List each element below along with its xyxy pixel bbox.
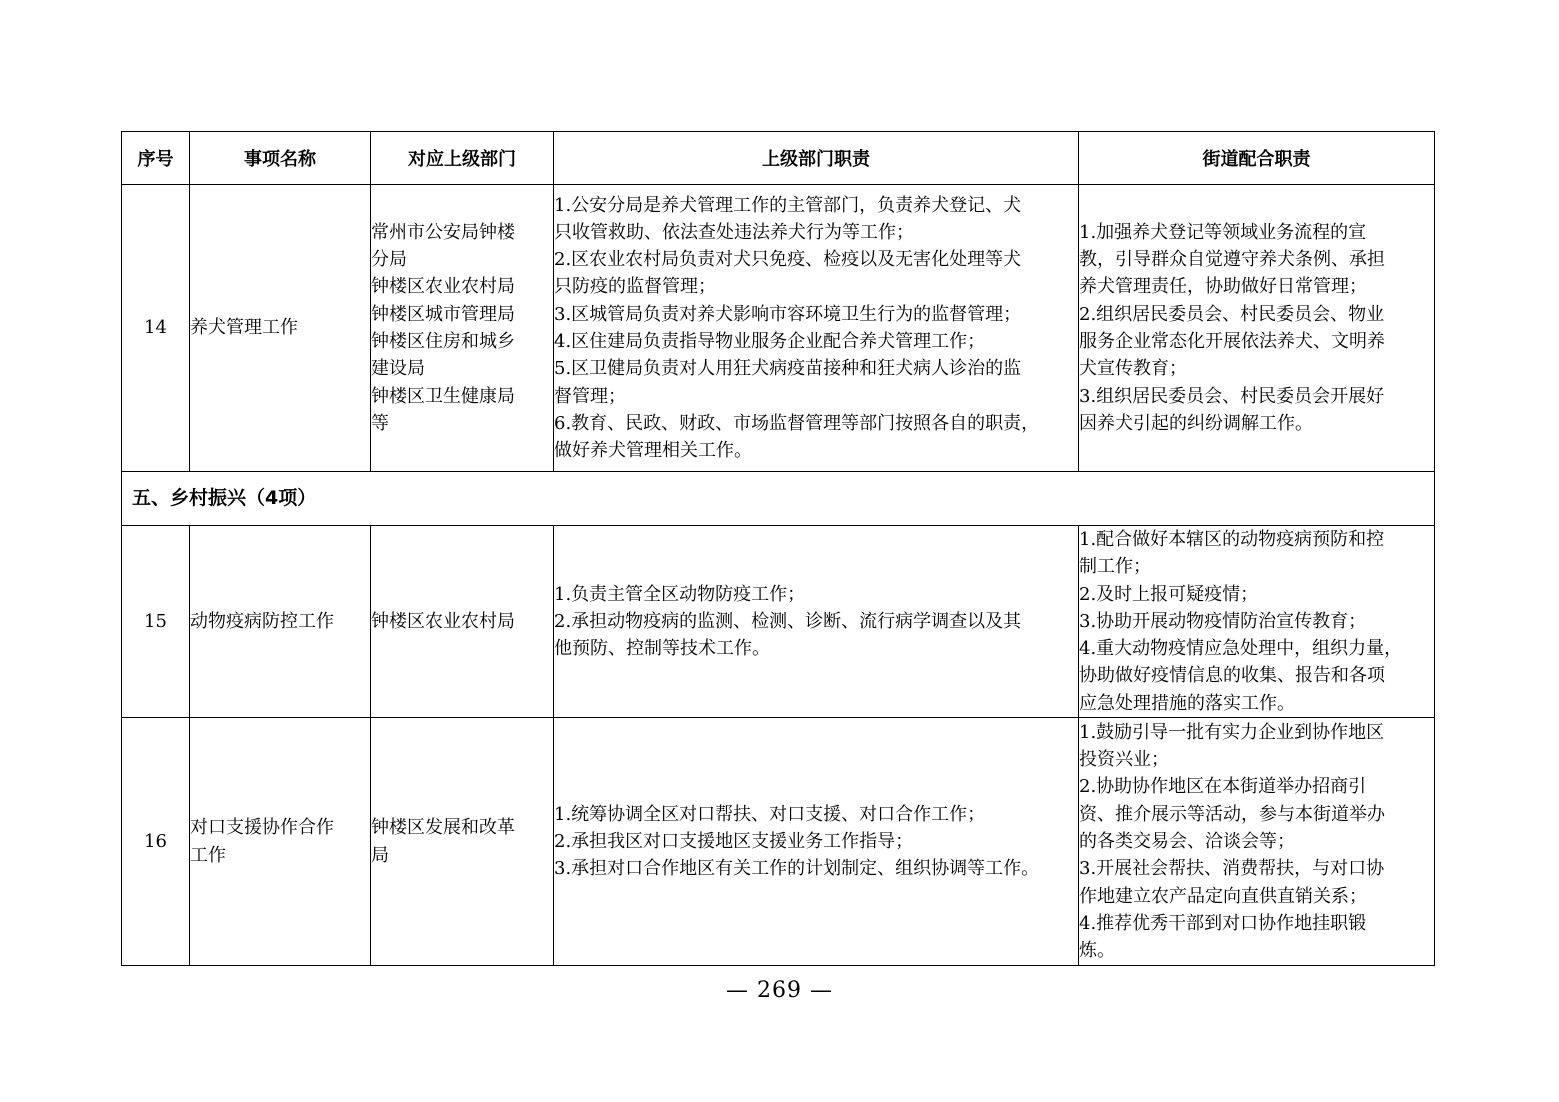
duty-line: 2.区农业农村局负责对犬只免疫、检疫以及无害化处理等犬: [554, 249, 1022, 271]
dept-line: 等: [371, 412, 389, 434]
street-line: 1.配合做好本辖区的动物疫病预防和控: [1079, 529, 1385, 550]
duty-line: 5.区卫健局负责对人用狂犬病疫苗接种和狂犬病人诊治的监: [554, 358, 1022, 380]
street-duties: [1079, 185, 1435, 472]
street-duties: [1079, 718, 1435, 966]
street-line: 应急处理措施的落实工作。: [1079, 692, 1295, 714]
duty-line: 3.承担对口合作地区有关工作的计划制定、组织协调等工作。: [554, 858, 1040, 880]
dept-line: 建设局: [371, 358, 425, 380]
header-upper-duties: 上级部门职责: [554, 132, 1079, 185]
street-line: 作地建立农产品定向直供直销关系；: [1079, 885, 1367, 907]
street-line: 服务企业常态化开展依法养犬、文明养: [1079, 331, 1385, 352]
item-name: [190, 718, 371, 966]
duty-line: 只收管救助、依法查处违法养犬行为等工作；: [554, 221, 914, 243]
page-number: — 269 —: [726, 978, 833, 1003]
duty-line: 他预防、控制等技术工作。: [554, 638, 770, 660]
duty-line: 1.负责主管全区动物防疫工作；: [554, 583, 806, 605]
row-number: 16: [122, 718, 190, 966]
dept-line: 钟楼区城市管理局: [371, 303, 515, 325]
street-line: 4.重大动物疫情应急处理中，组织力量，: [1079, 638, 1403, 660]
duty-line: 6.教育、民政、财政、市场监督管理等部门按照各自的职责，: [554, 412, 1040, 434]
row-number: 15: [122, 526, 190, 718]
street-line: 因养犬引起的纠纷调解工作。: [1079, 412, 1313, 434]
dept-line: 钟楼区住房和城乡: [371, 331, 515, 352]
dept-line: 钟楼区发展和改革: [371, 817, 515, 839]
header-row: [122, 132, 1435, 185]
upper-department: [371, 718, 554, 966]
section-title: 五、乡村振兴（4项）: [122, 472, 1435, 526]
item-name: 动物疫病防控工作: [190, 526, 371, 718]
street-line: 3.开展社会帮扶、消费帮扶，与对口协: [1079, 858, 1385, 880]
header-number: 序号: [122, 132, 190, 185]
upper-department: [371, 185, 554, 472]
street-line: 1.鼓励引导一批有实力企业到协作地区: [1079, 721, 1385, 743]
street-line: 教，引导群众自觉遵守养犬条例、承担: [1079, 249, 1385, 271]
street-line: 的各类交易会、洽谈会等；: [1079, 830, 1295, 852]
dept-line: 局: [371, 844, 389, 866]
row-number: 14: [122, 185, 190, 472]
duty-line: 1.公安分局是养犬管理工作的主管部门，负责养犬登记、犬: [554, 194, 1022, 216]
duty-line: 只防疫的监督管理；: [554, 276, 716, 298]
duty-line: 2.承担我区对口支援地区支援业务工作指导；: [554, 830, 914, 852]
dept-line: 钟楼区农业农村局: [371, 276, 515, 298]
street-line: 投资兴业；: [1079, 749, 1169, 771]
section-row: [122, 472, 1435, 526]
street-line: 2.组织居民委员会、村民委员会、物业: [1079, 303, 1385, 325]
street-line: 资、推介展示等活动，参与本街道举办: [1079, 803, 1385, 825]
street-line: 2.及时上报可疑疫情；: [1079, 583, 1259, 605]
duty-line: 1.统筹协调全区对口帮扶、对口支援、对口合作工作；: [554, 803, 986, 825]
dept-line: 分局: [371, 249, 407, 271]
street-line: 2.协助协作地区在本街道举办招商引: [1079, 776, 1367, 798]
street-line: 3.协助开展动物疫情防治宣传教育；: [1079, 610, 1367, 632]
duty-line: 4.区住建局负责指导物业服务企业配合养犬管理工作；: [554, 331, 986, 352]
street-line: 炼。: [1079, 940, 1115, 962]
duty-line: 3.区城管局负责对养犬影响市容环境卫生行为的监督管理；: [554, 303, 1022, 325]
street-line: 3.组织居民委员会、村民委员会开展好: [1079, 385, 1385, 407]
item-name: 养犬管理工作: [190, 185, 371, 472]
duty-line: 督管理；: [554, 385, 626, 407]
street-line: 制工作；: [1079, 556, 1151, 578]
upper-duties: [554, 526, 1079, 718]
upper-duties: [554, 185, 1079, 472]
duty-line: 2.承担动物疫病的监测、检测、诊断、流行病学调查以及其: [554, 610, 1022, 632]
street-line: 4.推荐优秀干部到对口协作地挂职锻: [1079, 912, 1367, 934]
street-line: 1.加强养犬登记等领域业务流程的宣: [1079, 221, 1367, 243]
dept-line: 钟楼区卫生健康局: [371, 385, 515, 407]
street-line: 协助做好疫情信息的收集、报告和各项: [1079, 665, 1385, 687]
name-line: 工作: [190, 844, 226, 866]
header-street-duties: 街道配合职责: [1079, 132, 1435, 185]
dept-line: 常州市公安局钟楼: [371, 221, 515, 243]
table-row: [122, 526, 1435, 718]
table-row: [122, 185, 1435, 472]
dept-line: 钟楼区农业农村局: [371, 610, 515, 632]
table-row: [122, 718, 1435, 966]
header-item-name: 事项名称: [190, 132, 371, 185]
street-duties: [1079, 526, 1435, 718]
name-line: 对口支援协作合作: [190, 817, 334, 839]
duty-line: 做好养犬管理相关工作。: [554, 440, 752, 462]
upper-department: [371, 526, 554, 718]
responsibility-table: [121, 131, 1435, 966]
street-line: 犬宣传教育；: [1079, 358, 1187, 380]
street-line: 养犬管理责任，协助做好日常管理；: [1079, 276, 1367, 298]
upper-duties: [554, 718, 1079, 966]
header-upper-department: 对应上级部门: [371, 132, 554, 185]
